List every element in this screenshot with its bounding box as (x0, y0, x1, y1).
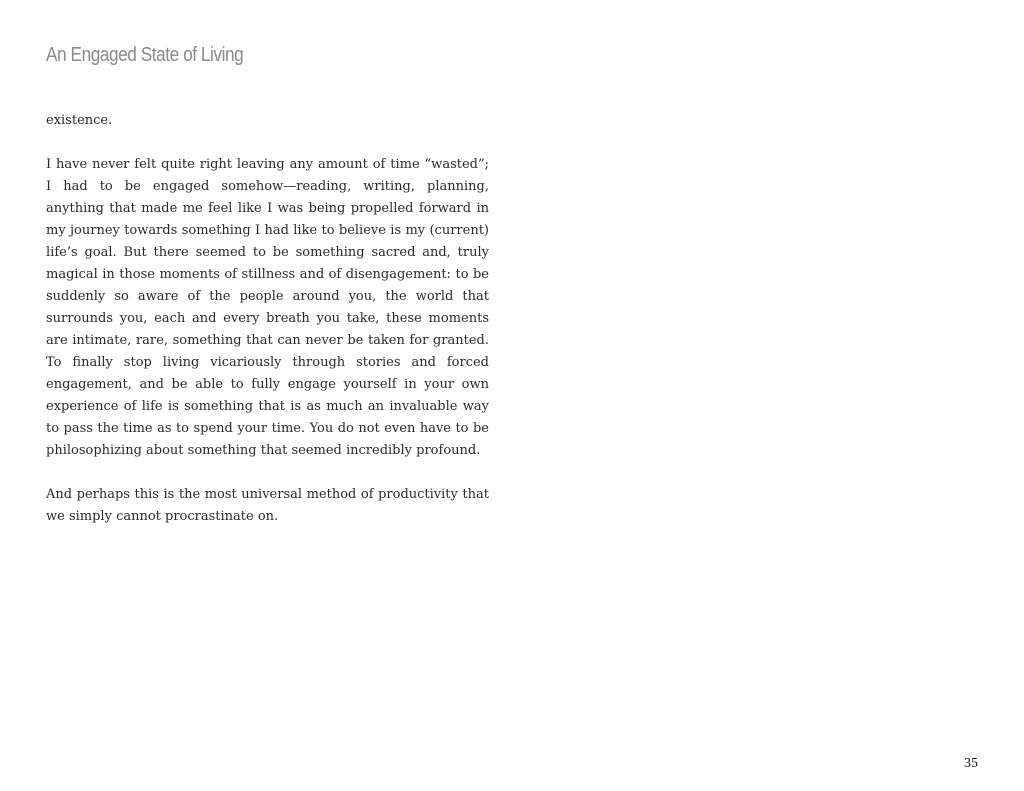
page-number: 35 (964, 756, 978, 771)
paragraph: And perhaps this is the most universal method of productivity that we simply cannot procrastinate on. (46, 487, 489, 524)
paragraph: existence. (46, 113, 113, 128)
paragraph: I have never felt quite right leaving any amount of time “wasted”; I had to be engaged somehow—reading, writing, planning, anything that made me feel like I was being propelled forward in my journey towards something I had like to believe is my (current) life’s goal. But there seemed to be something sacred and, truly magical in those moments of stillness and of disengagement: to be suddenly so aware of the people around you, the world that surrounds you, each and every breath you take, these moments are intimate, rare, something that can never be taken for granted. To finally stop living vicariously through stories and forced engagement, and be able to fully engage yourself in your own experience of life is something that is as much an invaluable way to pass the time as to spend your time. You do not even have to be philosophizing about something that seemed incredibly profound. (46, 157, 489, 458)
body-text (46, 110, 489, 550)
running-head-title: An Engaged State of Living (46, 44, 244, 66)
